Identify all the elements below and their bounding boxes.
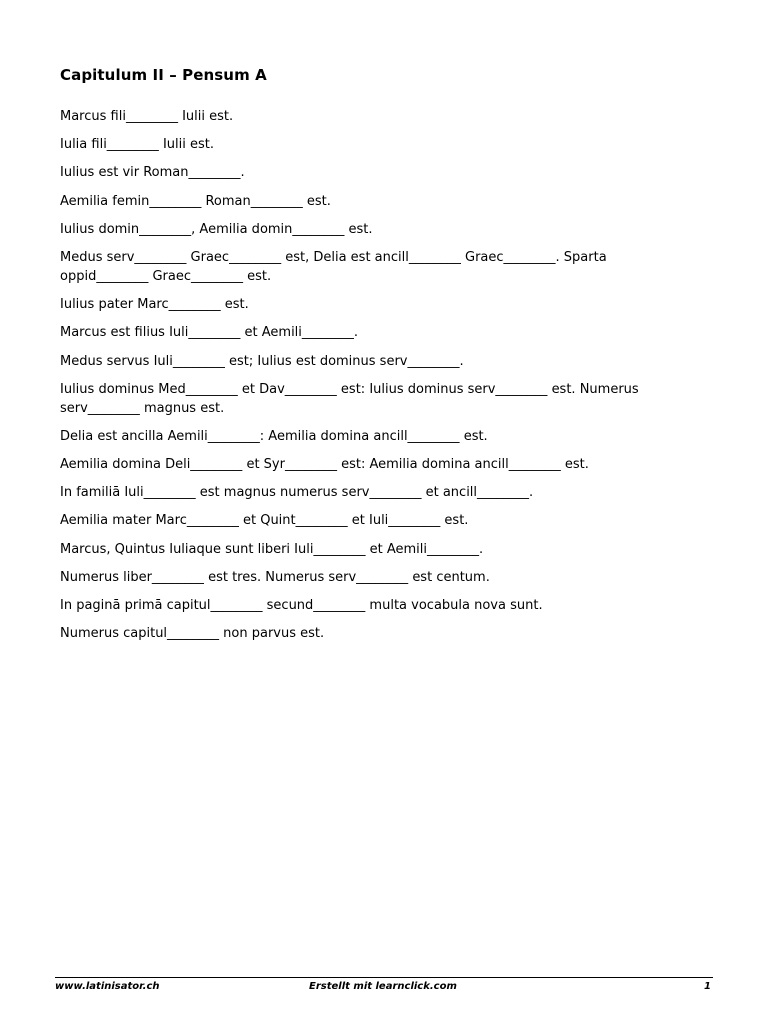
exercise-line: Aemilia mater Marc________ et Quint________ et Iuli________ est. <box>60 513 469 529</box>
exercise-line: Marcus est filius Iuli________ et Aemili________. <box>60 325 359 341</box>
exercise-line: In familiā Iuli________ est magnus numerus serv________ et ancill________. <box>60 485 534 501</box>
exercise-line: Medus serv________ Graec________ est, Delia est ancill________ Graec________. Sparta oppid________ Graec________ est. <box>60 249 607 284</box>
exercise-line: Iulius pater Marc________ est. <box>60 297 249 313</box>
exercise-line: In paginā primā capitul________ secund________ multa vocabula nova sunt. <box>60 598 543 613</box>
exercise-line: Aemilia femin________ Roman________ est. <box>60 193 331 209</box>
page-title: Capitulum II – Pensum A <box>60 66 267 84</box>
footer-divider <box>55 977 713 978</box>
footer-credit: Erstellt mit learnclick.com <box>309 981 457 992</box>
exercise-line: Marcus fili________ Iulii est. <box>60 109 234 124</box>
exercise-line: Iulia fili________ Iulii est. <box>60 137 214 153</box>
exercise-list <box>60 107 680 652</box>
exercise-line: Iulius domin________, Aemilia domin________ est. <box>60 221 373 237</box>
exercise-line: Aemilia domina Deli________ et Syr________ est: Aemilia domina ancill________ est. <box>60 457 589 473</box>
exercise-line: Medus servus Iuli________ est; Iulius est dominus serv________. <box>60 353 464 369</box>
exercise-line: Iulius dominus Med________ et Dav________ est: Iulius dominus serv________ est. Numerus serv________ magnus est. <box>60 381 639 416</box>
exercise-line: Iulius est vir Roman________. <box>60 165 245 181</box>
exercise-line: Numerus liber________ est tres. Numerus serv________ est centum. <box>60 569 490 585</box>
exercise-line: Delia est ancilla Aemili________: Aemilia domina ancill________ est. <box>60 428 488 444</box>
exercise-line: Marcus, Quintus Iuliaque sunt liberi Iuli________ et Aemili________. <box>60 541 484 557</box>
footer-website: www.latinisator.ch <box>55 981 160 992</box>
exercise-line: Numerus capitul________ non parvus est. <box>60 626 325 642</box>
page-number: 1 <box>704 981 711 992</box>
